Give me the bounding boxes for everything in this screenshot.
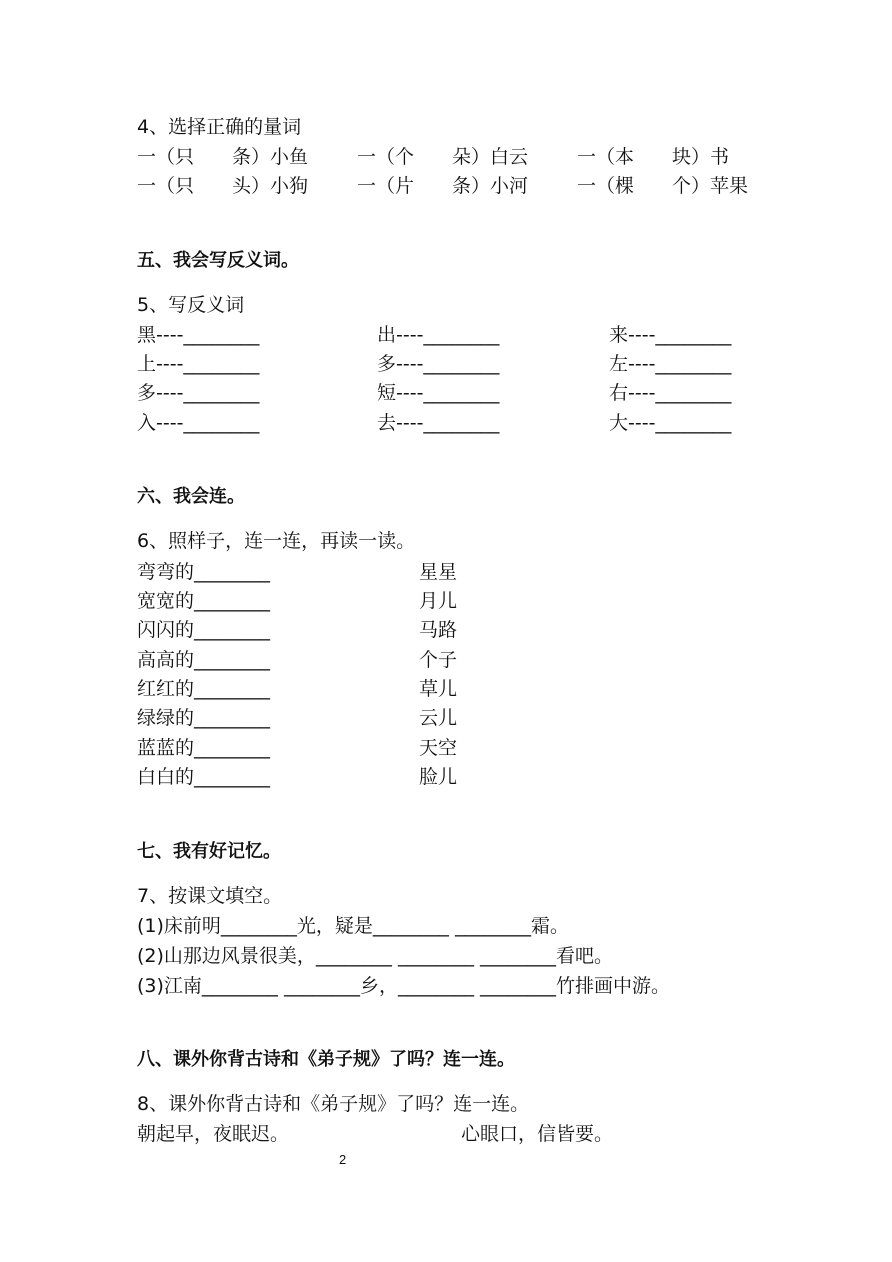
q5-row3-col3: 右----________ (609, 382, 732, 404)
q5-row1-col3: 来----________ (609, 324, 732, 346)
q6-title: 6、照样子，连一连，再读一读。 (137, 530, 416, 552)
q5-row1-col1: 黑----________ (137, 324, 260, 346)
q4-row2-col1: 一（只 头）小狗 (137, 175, 309, 197)
q6-left-item: 白白的________ (137, 766, 271, 788)
q4-row1-col2: 一（个 朵）白云 (357, 146, 529, 168)
q7-line1: (1)床前明________光，疑是________ ________霜。 (137, 915, 569, 937)
q6-right-item: 云儿 (419, 707, 458, 729)
q4-row1-col3: 一（本 块）书 (577, 146, 730, 168)
q7-title: 7、按课文填空。 (137, 885, 283, 907)
q6-right-item: 月儿 (419, 590, 458, 612)
q6-right-item: 脸儿 (419, 766, 458, 788)
q6-left-item: 宽宽的________ (137, 590, 271, 612)
q4-title: 4、选择正确的量词 (137, 116, 302, 138)
q5-row3-col1: 多----________ (137, 382, 260, 404)
q8-left-verse: 朝起早，夜眠迟。 (137, 1123, 290, 1145)
section8-heading: 八、课外你背古诗和《弟子规》了吗？连一连。 (137, 1049, 515, 1070)
q4-row2-col3: 一（棵 个）苹果 (577, 175, 749, 197)
q6-right-item: 个子 (419, 649, 458, 671)
q5-row2-col1: 上----________ (137, 353, 260, 375)
q5-row1-col2: 出----________ (377, 324, 500, 346)
q6-right-item: 草儿 (419, 678, 458, 700)
q7-line3: (3)江南________ ________乡，________ ________竹排画中游。 (137, 975, 670, 997)
q5-row2-col3: 左----________ (609, 353, 732, 375)
q6-left-item: 闪闪的________ (137, 619, 271, 641)
q5-row4-col2: 去----________ (377, 412, 500, 434)
q6-left-item: 绿绿的________ (137, 707, 271, 729)
section6-heading: 六、我会连。 (137, 486, 245, 507)
page-number: 2 (339, 1152, 347, 1167)
q4-row2-col2: 一（片 条）小河 (357, 175, 529, 197)
q6-left-item: 红红的________ (137, 678, 271, 700)
q5-row2-col2: 多----________ (377, 353, 500, 375)
q6-left-item: 弯弯的________ (137, 561, 271, 583)
q6-left-item: 高高的________ (137, 649, 271, 671)
q5-row4-col3: 大----________ (609, 412, 732, 434)
q5-title: 5、写反义词 (137, 294, 245, 316)
q8-right-verse: 心眼口，信皆要。 (461, 1123, 614, 1145)
section5-heading: 五、我会写反义词。 (137, 250, 299, 271)
q8-title: 8、课外你背古诗和《弟子规》了吗？连一连。 (137, 1093, 530, 1115)
q5-row4-col1: 入----________ (137, 412, 260, 434)
q6-right-item: 天空 (419, 737, 458, 759)
q6-left-item: 蓝蓝的________ (137, 737, 271, 759)
q7-line2: (2)山那边风景很美，________ ________ ________看吧。 (137, 945, 613, 967)
q5-row3-col2: 短----________ (377, 382, 500, 404)
q6-right-item: 马路 (419, 619, 458, 641)
q4-row1-col1: 一（只 条）小鱼 (137, 146, 309, 168)
section7-heading: 七、我有好记忆。 (137, 841, 281, 862)
q6-right-item: 星星 (419, 561, 458, 583)
